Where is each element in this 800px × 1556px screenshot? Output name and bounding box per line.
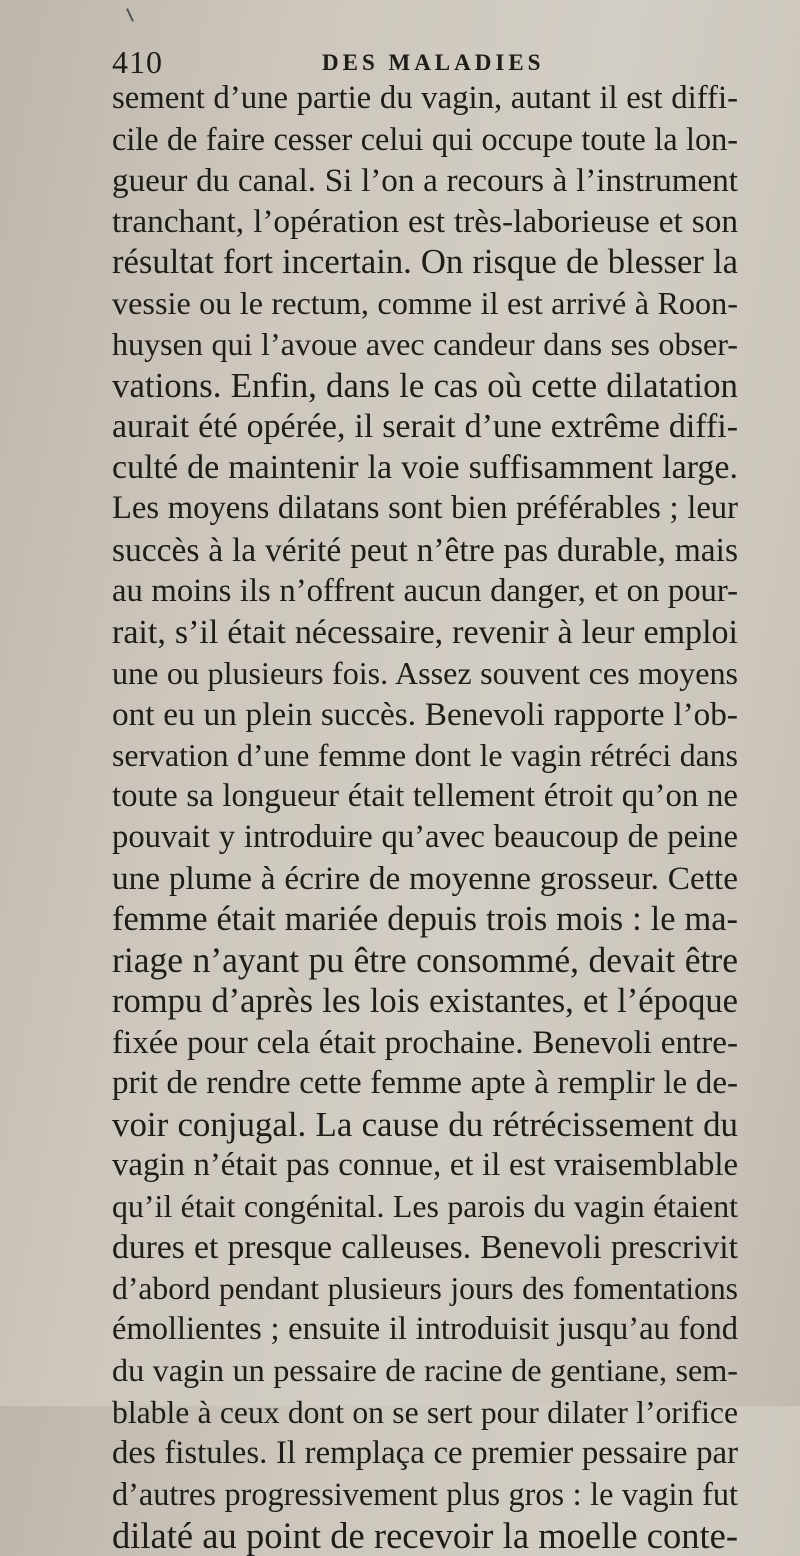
text-line: voir conjugal. La cause du rétrécissement du	[112, 1105, 738, 1145]
text-line: dilaté au point de recevoir la moelle conte-	[112, 1514, 738, 1556]
text-line: d’autres progressivement plus gros : le vagin fut	[112, 1475, 738, 1512]
text-line: résultat fort incertain. On risque de blesser la	[112, 243, 738, 282]
text-line: une ou plusieurs fois. Assez souvent ces moyens	[112, 654, 738, 691]
body-text	[112, 78, 738, 1556]
text-line: au moins ils n’offrent aucun danger, et on pour-	[112, 572, 738, 609]
text-line: une plume à écrire de moyenne grosseur. Cette	[112, 859, 738, 897]
text-line: sement d’une partie du vagin, autant il est diffi-	[112, 80, 738, 116]
text-line: pouvait y introduire qu’avec beaucoup de peine	[112, 818, 738, 855]
text-line: fixée pour cela était prochaine. Benevoli entre-	[112, 1024, 738, 1062]
text-line: ont eu un plein succès. Benevoli rapporte l’ob-	[112, 695, 738, 733]
text-line: succès à la vérité peut n’être pas durable, mais	[112, 531, 738, 569]
text-line: rait, s’il était nécessaire, revenir à leur emploi	[112, 613, 738, 651]
page-mark	[126, 8, 134, 22]
text-line: émollientes ; ensuite il introduisit jusqu’au fond	[112, 1311, 738, 1348]
text-line: riage n’ayant pu être consommé, devait être	[112, 939, 738, 980]
text-line: vations. Enfin, dans le cas où cette dilatation	[112, 366, 738, 406]
text-line: vagin n’était pas connue, et il est vraisemblable	[112, 1147, 738, 1184]
text-line: du vagin un pessaire de racine de gentiane, sem-	[112, 1352, 738, 1389]
text-line: d’abord pendant plusieurs jours des fomentations	[112, 1271, 738, 1307]
text-line: tranchant, l’opération est très-laborieuse et son	[112, 203, 738, 241]
page-number: 410	[112, 44, 163, 80]
text-line: qu’il était congénital. Les parois du vagin étaient	[112, 1189, 738, 1225]
text-line: Les moyens dilatans sont bien préférables ; leur	[112, 490, 738, 527]
text-line: toute sa longueur était tellement étroit qu’on ne	[112, 777, 738, 814]
text-line: des fistules. Il remplaça ce premier pessaire par	[112, 1434, 738, 1471]
text-line: prit de rendre cette femme apte à remplir le de-	[112, 1065, 738, 1102]
text-line: culté de maintenir la voie suffisamment large.	[112, 449, 738, 487]
text-line: rompu d’après les lois existantes, et l’époque	[112, 982, 738, 1021]
text-line: cile de faire cesser celui qui occupe toute la lon-	[112, 121, 738, 158]
text-line: vessie ou le rectum, comme il est arrivé à Roon-	[112, 285, 738, 322]
text-line: dures et presque calleuses. Benevoli prescrivit	[112, 1229, 738, 1267]
text-line: servation d’une femme dont le vagin rétréci dans	[112, 737, 738, 773]
text-line: aurait été opérée, il serait d’une extrême diffi-	[112, 408, 738, 446]
running-head: DES MALADIES	[322, 50, 545, 75]
text-line: femme était mariée depuis trois mois : le ma-	[112, 899, 738, 938]
text-line: huysen qui l’avoue avec candeur dans ses obser-	[112, 326, 738, 363]
text-line: blable à ceux dont on se sert pour dilater l’orifice	[112, 1394, 738, 1430]
text-line: gueur du canal. Si l’on a recours à l’instrument	[112, 162, 738, 200]
